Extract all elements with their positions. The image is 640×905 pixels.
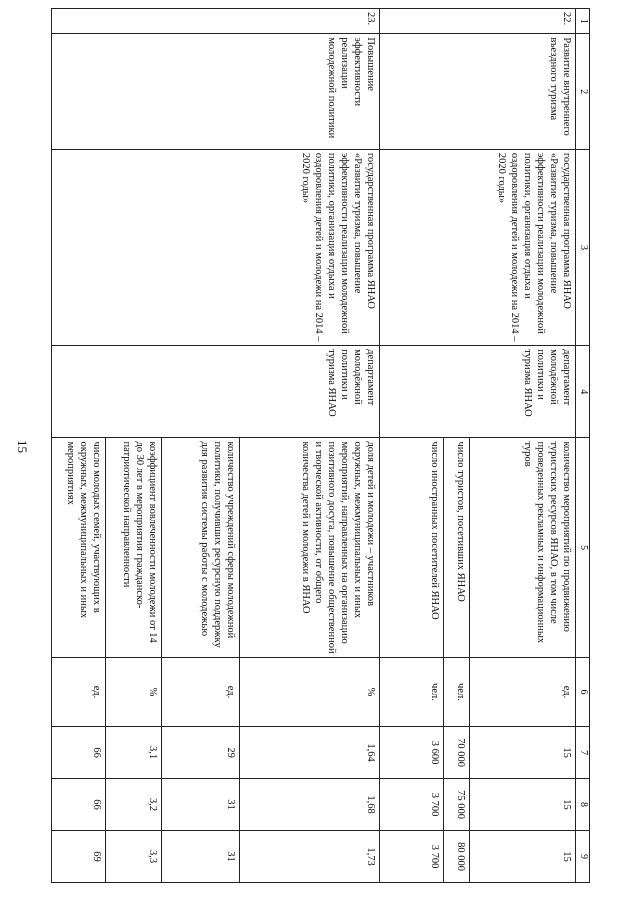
value-col7: 70 000 (444, 727, 470, 779)
rotated-page (30, 0, 610, 905)
table-row (240, 9, 380, 883)
indicator-unit: чел. (380, 657, 444, 726)
value-col8: 75 000 (444, 779, 470, 831)
value-col8: 66 (52, 779, 106, 831)
value-col8: 15 (470, 779, 576, 831)
value-col8: 3 700 (380, 779, 444, 831)
value-col8: 1,68 (240, 779, 380, 831)
indicator-unit: чел. (444, 657, 470, 726)
value-col7: 1,64 (240, 727, 380, 779)
header-cell: 8 (576, 779, 590, 831)
indicator-text: число молодых семей, участвующих в окружных, межмуниципальных и иных мероприятиях (52, 438, 106, 657)
header-cell: 6 (576, 657, 590, 726)
value-col7: 29 (162, 727, 240, 779)
indicator-text: коэффициент вовлеченности молодежи от 14 до 30 лет в мероприятия гражданско-патриотической направленности (106, 438, 162, 657)
value-col7: 66 (52, 727, 106, 779)
table-row (470, 9, 576, 883)
direction-name: Развитие внутреннего въездного туризма (380, 34, 576, 149)
direction-name: Повышение эффективности реализации молодежной политики (52, 34, 380, 149)
indicator-unit: % (106, 657, 162, 726)
value-col9: 1,73 (240, 831, 380, 883)
value-col7: 3,1 (106, 727, 162, 779)
indicator-text: количество учреждений сферы молодежной политики, получивших ресурсную поддержку для развития системы работы с молодежью (162, 438, 240, 657)
value-col9: 69 (52, 831, 106, 883)
value-col8: 31 (162, 779, 240, 831)
page-number: 15 (15, 440, 30, 453)
indicator-unit: % (240, 657, 380, 726)
indicator-unit: ед. (470, 657, 576, 726)
header-row (576, 9, 590, 883)
program-name: государственная программа ЯНАО «Развитие туризма, повышение эффективности реализации молодежной политики, организация отдыха и оздоровления детей и молодежи на 2014 – 2020 годы» (380, 149, 576, 345)
value-col9: 15 (470, 831, 576, 883)
value-col9: 80 000 (444, 831, 470, 883)
value-col8: 3,2 (106, 779, 162, 831)
indicator-text: число туристов, посетивших ЯНАО (444, 438, 470, 657)
row-number: 23. (52, 9, 380, 34)
header-cell: 4 (576, 346, 590, 438)
indicator-unit: ед. (52, 657, 106, 726)
header-cell: 2 (576, 34, 590, 149)
value-col7: 15 (470, 727, 576, 779)
value-col9: 3,3 (106, 831, 162, 883)
indicator-text: количество мероприятий по продвижению туристских ресурсов ЯНАО, в том числе проведенных рекламных и информационных туров (470, 438, 576, 657)
header-cell: 1 (576, 9, 590, 34)
indicators-table (52, 8, 591, 883)
header-cell: 5 (576, 438, 590, 657)
department: департамент молодёжной политики и туризма ЯНАО (380, 346, 576, 438)
header-cell: 7 (576, 727, 590, 779)
value-col9: 3 700 (380, 831, 444, 883)
row-number: 22. (380, 9, 576, 34)
indicator-unit: ед. (162, 657, 240, 726)
header-cell: 9 (576, 831, 590, 883)
value-col7: 3 600 (380, 727, 444, 779)
department: департамент молодёжной политики и туризма ЯНАО (52, 346, 380, 438)
program-name: государственная программа ЯНАО «Развитие туризма, повышение эффективности реализации молодежной политики, организация отдыха и оздоровления детей и молодежи на 2014 – 2020 годы» (52, 149, 380, 345)
value-col9: 31 (162, 831, 240, 883)
indicator-text: число иностранных посетителей ЯНАО (380, 438, 444, 657)
header-cell: 3 (576, 149, 590, 345)
indicator-text: доля детей и молодежи – участников окружных, межмуниципальных и иных мероприятий, направленных на организацию позитивного досуга, повышение общественной и творческой активности, от общего количества детей и молодежи в ЯНАО (240, 438, 380, 657)
